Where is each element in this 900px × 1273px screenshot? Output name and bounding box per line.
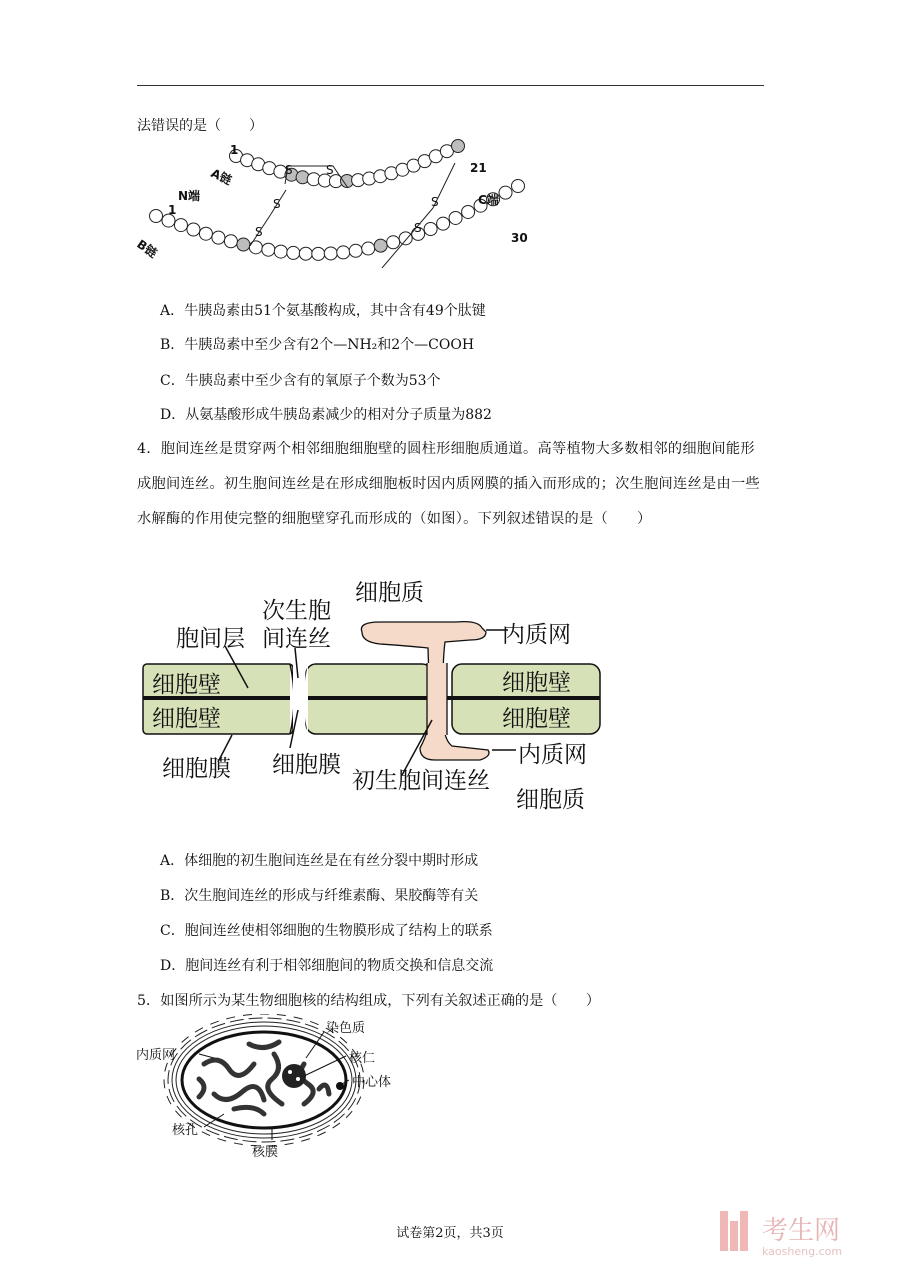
q4-stem: 4．胞间连丝是贯穿两个相邻细胞细胞壁的圆柱形细胞质通道。高等植物大多数相邻的细胞间能形成胞间连丝。初生胞间连丝是在形成细胞板时因内质网膜的插入而形成的；次生胞间连丝是由一些水解酶的作用使完整的细胞壁穿孔而形成的（如图）。下列叙述错误的是（ ） xyxy=(137,441,760,527)
amino-acid-bead xyxy=(274,245,287,258)
amino-acid-bead xyxy=(499,186,512,199)
amino-acid-bead xyxy=(462,205,475,218)
amino-acid-bead xyxy=(449,211,462,224)
q3-option-c: C．牛胰岛素中至少含有的氧原子个数为53个 xyxy=(160,373,441,389)
a-chain-end: 21 xyxy=(470,161,487,175)
q3-stem-tail: 法错误的是（ ） xyxy=(137,118,263,134)
s-label: S xyxy=(431,195,439,209)
amino-acid-bead xyxy=(174,219,187,232)
amino-acid-bead xyxy=(387,236,400,249)
q3-option-d: D．从氨基酸形成牛胰岛素减少的相对分子质量为882 xyxy=(160,407,492,423)
amino-acid-bead xyxy=(150,210,163,223)
nuclear-pore-label: 核孔 xyxy=(172,1123,199,1138)
b-chain-start: 1 xyxy=(168,203,177,217)
er-top-label: 内质网 xyxy=(502,622,571,648)
middle-lamella-label: 胞间层 xyxy=(176,626,245,652)
centrosome-label: 中心体 xyxy=(352,1075,392,1090)
q5-stem: 5．如图所示为某生物细胞核的结构组成，下列有关叙述正确的是（ ） xyxy=(137,993,601,1009)
amino-acid-bead xyxy=(452,140,465,153)
cell-wall-label: 细胞壁 xyxy=(152,706,221,732)
a-chain-beads xyxy=(230,140,465,188)
n-end-label: N端 xyxy=(178,189,201,203)
b-chain-label: B链 xyxy=(134,236,160,261)
plasmodesmata-figure xyxy=(140,570,610,815)
nucleolus-label: 核仁 xyxy=(349,1051,376,1066)
q4-option-c: C．胞间连丝使相邻细胞的生物膜形成了结构上的联系 xyxy=(160,923,493,939)
amino-acid-bead xyxy=(237,238,250,251)
amino-acid-bead xyxy=(224,235,237,248)
amino-acid-bead xyxy=(424,223,437,236)
amino-acid-bead xyxy=(437,217,450,230)
amino-acid-bead xyxy=(187,223,200,236)
a-chain-label: A链 xyxy=(208,166,234,188)
c-end-label: C端 xyxy=(478,193,499,207)
q3-option-a: A．牛胰岛素由51个氨基酸构成，其中含有49个肽键 xyxy=(160,303,486,319)
q4-option-b: B．次生胞间连丝的形成与纤维素酶、果胶酶等有关 xyxy=(160,888,479,904)
s-label: S xyxy=(285,163,293,177)
b-chain-end: 30 xyxy=(511,231,528,245)
cell-wall-label: 细胞壁 xyxy=(152,672,221,698)
cytoplasm-top-label: 细胞质 xyxy=(355,580,424,606)
amino-acid-bead xyxy=(312,247,325,260)
er-bottom-label: 内质网 xyxy=(518,742,587,768)
b-chain-beads xyxy=(150,180,525,261)
s-label: S xyxy=(273,197,281,211)
amino-acid-bead xyxy=(337,246,350,259)
brand-mark-icon xyxy=(720,1211,748,1251)
er-label: 内质网 xyxy=(136,1048,176,1063)
nuclear-envelope-label: 核膜 xyxy=(252,1145,279,1160)
insulin-figure xyxy=(130,138,540,268)
s-label: S xyxy=(255,225,263,239)
amino-acid-bead xyxy=(512,180,525,193)
watermark-domain: kaosheng.com xyxy=(762,1245,843,1258)
q4-option-d: D．胞间连丝有利于相邻细胞间的物质交换和信息交流 xyxy=(160,958,494,974)
amino-acid-bead xyxy=(349,244,362,257)
a-chain-start: 1 xyxy=(230,143,239,157)
amino-acid-bead xyxy=(299,247,312,260)
amino-acid-bead xyxy=(374,239,387,252)
page-footer: 试卷第2页，共3页 xyxy=(396,1226,504,1241)
secondary-plasmodesma-label-2: 间连丝 xyxy=(262,626,331,652)
primary-plasmodesma-label: 初生胞间连丝 xyxy=(352,768,490,794)
cell-wall-label: 细胞壁 xyxy=(502,670,571,696)
amino-acid-bead xyxy=(399,232,412,245)
cell-membrane-left-label: 细胞膜 xyxy=(162,756,231,782)
cytoplasm-bottom-label: 细胞质 xyxy=(516,787,585,813)
s-label: S xyxy=(326,163,334,177)
header-rule xyxy=(137,85,764,86)
amino-acid-bead xyxy=(324,247,337,260)
nucleus-figure xyxy=(134,1014,414,1164)
cell-wall-label: 细胞壁 xyxy=(502,706,571,732)
secondary-plasmodesma-label-1: 次生胞 xyxy=(262,598,331,624)
amino-acid-bead xyxy=(262,243,275,256)
s-label: S xyxy=(414,221,422,235)
amino-acid-bead xyxy=(212,231,225,244)
watermark-brand: 考生网 xyxy=(762,1216,841,1246)
q4-option-a: A．体细胞的初生胞间连丝是在有丝分裂中期时形成 xyxy=(160,853,479,869)
amino-acid-bead xyxy=(287,246,300,259)
chromatin-label: 染色质 xyxy=(326,1021,366,1036)
amino-acid-bead xyxy=(199,227,212,240)
amino-acid-bead xyxy=(249,241,262,254)
amino-acid-bead xyxy=(362,242,375,255)
cell-membrane-mid-label: 细胞膜 xyxy=(272,752,341,778)
q3-option-b: B．牛胰岛素中至少含有2个—NH₂和2个—COOH xyxy=(160,337,475,353)
watermark-logo xyxy=(716,1205,886,1260)
